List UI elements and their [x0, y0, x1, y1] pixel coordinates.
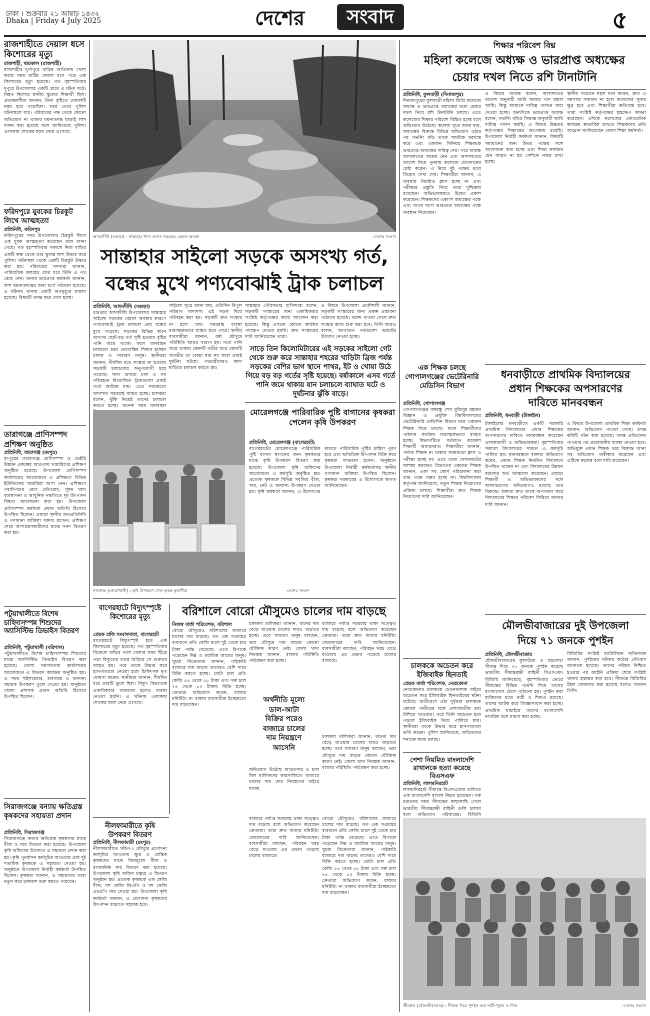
pull-line: দাম নিয়ন্ত্রণে	[266, 733, 302, 742]
pull-line: বাজারে চালের	[262, 723, 306, 733]
moulvibazar-headline-line2: দিয়ে ৭১ জনকে পুশইন	[517, 635, 614, 647]
divider	[403, 658, 481, 659]
mohila-headline-line1: মহিলা কলেজে অধ্যক্ষ ও ভারপ্রাপ্ত অধ্যক্ষের	[424, 53, 625, 67]
barishal-col-2: চালকল মালিকরা জানান, ধানের দাম বেড়ে যাওয়ায় চালের দামও বাড়াতে হচ্ছে। তবে সাধারণ মানুষ বলছেন, ভরা মৌসুমে দাম বাড়ার কোনো যৌক্তিক কারণ নেই। জেলা খাদ্য নিয়ন্ত্রক জানান, বাজার পরিস্থিতি পর্যবেক্ষণ করা হচ্ছে।	[249, 622, 319, 665]
article-byline: প্রতিনিধি, ফরিদপুর	[4, 227, 41, 233]
farmers-image	[93, 410, 245, 586]
lead-col-3: সান্তাহার পৌরসভার বাসিন্দারা বলেন, সড়কটি সংস্কারের জন্য একাধিকবার সংশ্লিষ্ট কর্তৃপক্ষের কাছে আবেদন করা হয়েছে। কিন্তু এখনো কোনো কার্যকর পদক্ষেপ নেওয়া হয়নি। দ্রুত সংস্কারের দাবি জানিয়েছেন তারা।	[245, 304, 318, 341]
article-body: নীলফামারীতে খরিপ-১ মৌসুমে প্রণোদনা কর্মসূচির আওতায় ক্ষুদ্র ও প্রান্তিক কৃষকদের মাঝে বিনামূল্যে বীজ ও রাসায়নিক সার বিতরণ করা হয়েছে। উপজেলা কৃষি অফিস চত্বরে এ বিতরণ অনুষ্ঠান হয়। প্রত্যেক কৃষককে এক কেজি বীজ, দশ কেজি ডিএপি ও দশ কেজি এমওপি সার দেওয়া হয়। উপজেলা কৃষি কর্মকর্তা জানান, এ প্রণোদনা কৃষকদের উৎপাদন বাড়াতে সহায়ক হবে।	[93, 847, 167, 908]
barishal-col-3: বাজারে পর্যাপ্ত সরবরাহ থাকা সত্ত্বেও দাম বাড়ছে বলে অভিযোগ করেছেন ক্রেতারা। তারা দ্রুত বাজার মনিটরিং জোরদারের দাবি জানিয়েছেন। ব্যবসায়ীরা বলছেন, পরিবহন খরচ বেড়ে যাওয়ায় এর প্রভাব পড়েছে চালের বাজারে।	[322, 622, 396, 665]
divider	[403, 89, 646, 90]
road-image	[93, 40, 396, 232]
barishal-col-1: বোরো মৌসুমেও বরিশালের বাজারে চালের দাম বাড়ছে। গত এক সপ্তাহের ব্যবধানে প্রতি কেজি চালে দুই থেকে চার টাকা পর্যন্ত বেড়েছে। এতে বিপাকে পড়েছেন নিম্ন ও মধ্যবিত্ত আয়ের মানুষ। খুচরা বিক্রেতারা জানান, পাইকারি বাজারে দাম বাড়ায় তাদেরও বেশি দামে বিক্রি করতে হচ্ছে। মোটা চাল প্রতি কেজি ৫৫ থেকে ৫৮ টাকা এবং সরু চাল ৭৫ থেকে ৮০ টাকায় বিক্রি হচ্ছে। ক্রেতারা অভিযোগ করেন, বাজার মনিটরিং না থাকায় ব্যবসায়ীরা ইচ্ছেমতো দাম বাড়াচ্ছেন।	[172, 629, 246, 709]
divider	[403, 752, 481, 753]
article-taraganj	[4, 430, 86, 610]
barishal-col-3b: চালকল মালিকরা জানান, ধানের দাম বেড়ে যাওয়ায় চালের দামও বাড়াতে হচ্ছে। তবে সাধারণ মানুষ বলছেন, ভরা মৌসুমে দাম বাড়ার কোনো যৌক্তিক কারণ নেই। জেলা খাদ্য নিয়ন্ত্রক জানান, বাজার পরিস্থিতি পর্যবেক্ষণ করা হচ্ছে।	[322, 735, 396, 772]
article-byline: প্রতিনিধি, গোপালগঞ্জ	[403, 401, 446, 407]
barishal-pull-quote	[249, 695, 319, 765]
column-divider	[399, 40, 400, 1012]
page-number: ৫	[612, 6, 628, 34]
lead-blurb: সাড়ে তিন কিলোমিটারের এই সড়কের সাইলো গেট থেকে শুরু করে সান্তাহার শহরের খাড়িটা ব্রিজ পর্যন্ত সড়কের বেশির ভাগ স্থানে পাথর, ইট ও খোয়া উঠে গিয়ে বড় বড় গর্তের সৃষ্টি হয়েছে। বর্ষাকালে এসব গর্তে পানি জমে থাকায় যান চলাচলে ব্যাঘাত ঘটে ও দুর্ঘটনার ঝুঁকি বাড়ে।	[245, 345, 396, 398]
moulvibazar-headline-line1: মৌলভীবাজারের দুই উপজেলা	[502, 620, 629, 632]
article-body: রাজশাহীর দুর্গাপুরে বাড়ির আঙিনায় খেলা করার সময় মাটির দেয়াল ধসে পড়ে এক কিশোরের মৃত্যু হয়েছে। গত বৃহস্পতিবার দুপুরে উপজেলার একটি গ্রামে এ ঘটনা ঘটে। নিহত কিশোর স্থানীয় স্কুলের শিক্ষার্থী ছিল। প্রত্যক্ষদর্শীরা জানান, টানা বৃষ্টিতে দেয়ালটি নরম হয়ে পড়েছিল। খবর পেয়ে পুলিশ ঘটনাস্থলে যায়। পরিবারের পক্ষ থেকে কোনো অভিযোগ না থাকায় ময়নাতদন্ত ছাড়াই লাশ দাফন করা হয়েছে বলে জানিয়েছে পুলিশ। এলাকায় শোকের ছায়া নেমে এসেছে।	[4, 68, 86, 136]
photo-credit: -দেশের সংবাদ	[372, 234, 396, 239]
mohila-col-2: এ বিষয়ে অধ্যক্ষ বলেন, আদালতের আদেশ অনুযায়ী আমি আমার পদে বহাল আছি। কিন্তু আমাকে দায়িত্ব পালনে বাধা দেওয়া হচ্ছে। অন্যদিকে ভারপ্রাপ্ত অধ্যক্ষ বলেন, গভর্নিং বডির সিদ্ধান্ত অনুযায়ী আমি দায়িত্ব পালন করছি। এ বিষয়ে উচ্চতর কর্তৃপক্ষের সিদ্ধান্তের অপেক্ষায় রয়েছি। উপজেলা নির্বাহী কর্মকর্তা জানান, বিষয়টি সমাধানের জন্য উভয় পক্ষের সঙ্গে আলোচনা করা হচ্ছে এবং শিক্ষা কার্যক্রম যেন ব্যাহত না হয় সেদিকে নজর রাখা হচ্ছে।	[485, 92, 563, 166]
article-bagerhat	[93, 604, 167, 814]
divider	[4, 425, 86, 426]
article-body: বাগেরহাটের মোরেলগঞ্জে পারিবারিক পুষ্টি বাগান স্থাপনের জন্য কৃষকদের মাঝে কৃষি উপকরণ বিতরণ করা হয়েছে। উপজেলা কৃষি অফিসের আয়োজনে এ কর্মসূচি অনুষ্ঠিত হয়। প্রত্যেক কৃষককে বিভিন্ন সবজির বীজ, সার, নেট ও অন্যান্য উপকরণ দেওয়া হয়। কৃষি কর্মকর্তা জানান, এ উদ্যোগের মাধ্যমে পারিবারিক পুষ্টির চাহিদা পূরণ হবে এবং অতিরিক্ত উৎপাদন বিক্রি করে কৃষকরা লাভবান হবেন। অনুষ্ঠানে উপজেলা নির্বাহী কর্মকর্তাসহ স্থানীয় গণ্যমান্য ব্যক্তিরা উপস্থিত ছিলেন। কৃষকরা সরকারের এ উদ্যোগকে স্বাগত জানিয়েছেন।	[249, 447, 396, 496]
article-title: সিরাজগঞ্জে বন্যায় ক্ষতিগ্রস্ত কৃষকদের সহায়তা প্রদান	[4, 802, 83, 820]
article-title-line1: ধনবাড়ীতে প্রাথমিক বিদ্যালয়ের	[500, 369, 631, 381]
barishal-byline: নিজস্ব বার্তা পরিবেশক, বরিশাল	[172, 622, 232, 628]
lead-headline-line2: বন্ধের মুখে পণ্যবোঝাই ট্রাক চলাচল	[105, 272, 384, 295]
lead-col-4: এ বিষয়ে উপজেলা প্রকৌশলী জানান, সড়কটি সংস্কারের জন্য প্রকল্প প্রস্তাবনা পাঠানো হয়েছে। বরাদ্দ পাওয়া গেলে দ্রুত সংস্কার কাজ শুরু করা হবে। তিনি আরও বলেন, আপাতত গর্তগুলো ভরাটের উদ্যোগ নেওয়া হচ্ছে।	[321, 304, 396, 341]
article-body: গোপালগঞ্জের বঙ্গবন্ধু শেখ মুজিবুর রহমান বিজ্ঞান ও প্রযুক্তি বিশ্ববিদ্যালয়ের ভেটেরিনারি মেডিসিন বিভাগ মাত্র একজন শিক্ষক দিয়ে চলছে। ফলে শিক্ষার্থীদের পাঠদান কার্যক্রম মারাত্মকভাবে ব্যাহত হচ্ছে। বিভাগটিতে বর্তমানে কয়েকশ শিক্ষার্থী অধ্যয়নরত। শিক্ষার্থীরা জানান, পর্যাপ্ত শিক্ষক না থাকায় সময়মতো ক্লাস ও পরীক্ষা হচ্ছে না। এতে তারা সেশনজটের আশঙ্কা করছেন। বিভাগের একমাত্র শিক্ষক জানান, একা সব কোর্স পরিচালনা করা তার পক্ষে সম্ভব হচ্ছে না। বিশ্ববিদ্যালয় কর্তৃপক্ষ জানিয়েছে, নতুন শিক্ষক নিয়োগের প্রক্রিয়া চলছে। শিক্ষার্থীরা দ্রুত শিক্ষক নিয়োগের দাবি জানিয়েছেন।	[403, 408, 481, 500]
article-body: টাঙ্গাইলের ধনবাড়ীতে একটি সরকারি প্রাথমিক বিদ্যালয়ের প্রধান শিক্ষকের অপসারণের দাবিতে মানববন্ধন করেছেন এলাকাবাসী ও অভিভাবকরা। বৃহস্পতিবার সকালে বিদ্যালয়ের সামনে এ কর্মসূচি পালিত হয়। মানববন্ধনে বক্তারা অভিযোগ করেন, প্রধান শিক্ষক নিয়মিত বিদ্যালয়ে উপস্থিত থাকেন না এবং বিদ্যালয়ের উন্নয়ন বরাদ্দের অর্থ আত্মসাৎ করেছেন। এছাড়া শিক্ষার্থী ও অভিভাবকদের সঙ্গে অসদাচরণের অভিযোগও রয়েছে তার বিরুদ্ধে। বক্তারা দ্রুত তাকে অপসারণ করে বিদ্যালয়ের শিক্ষার পরিবেশ ফিরিয়ে আনার দাবি জানান।	[485, 422, 563, 508]
dhanbari-columns	[485, 422, 646, 608]
article-ejibike	[403, 662, 481, 750]
article-body: ফরিদপুরের সদর উপজেলায় চিরকুট লিখে এক যুবক আত্মহত্যা করেছেন বলে জানা গেছে। গত বৃহস্পতিবার সকালে নিজ বাড়ির একটি কক্ষ থেকে তার ঝুলন্ত লাশ উদ্ধার করে পুলিশ। ঘটনাস্থল থেকে একটি চিরকুট উদ্ধার করা হয়। পরিবারের সদস্যরা জানান, পারিবারিক কলহের জের ধরে তিনি এ পথ বেছে নেন। থানার ভারপ্রাপ্ত কর্মকর্তা জানান, লাশ ময়নাতদন্তের জন্য মর্গে পাঠানো হয়েছে। এ ঘটনায় থানায় একটি অপমৃত্যুর মামলা হয়েছে। বিষয়টি তদন্ত করে দেখা হচ্ছে।	[4, 234, 86, 302]
article-byline: প্রতিনিধি, মোরেলগঞ্জ (বাগেরহাট)	[249, 440, 316, 446]
article-byline: প্রেরক প্রতি সংবাদদাতা, বাগেরহাট	[93, 632, 159, 638]
article-title: বাগেরহাটে বিদ্যুৎস্পৃষ্টে কিশোরের মৃত্যু	[98, 604, 162, 621]
article-patuakhali	[4, 610, 86, 790]
divider	[93, 301, 396, 302]
mohila-byline: প্রতিনিধি, ফুলবাড়ী (দিনাজপুর)	[403, 92, 464, 98]
article-byline: প্রেরক বার্তা পরিবেশক, নেত্রকোনা	[403, 681, 468, 687]
column-divider	[89, 40, 90, 1012]
pull-line: ডাল-আটা	[268, 704, 300, 714]
logo-right: সংবাদ	[337, 4, 404, 30]
mohila-headline-line2: চেয়ার দখল নিতে রশি টানাটানি	[452, 70, 597, 84]
photo-farmers	[93, 410, 245, 586]
pull-line: অর্থনীতি মূল্যে	[263, 695, 305, 704]
group-image	[403, 818, 646, 1000]
divider	[245, 402, 396, 403]
article-nilphamari	[93, 822, 167, 1012]
photo-road	[93, 40, 396, 232]
article-byline: প্রতিনিধি, পটুয়াখালী (বরিশাল)	[4, 645, 65, 651]
article-byline: প্রতিনিধি, তারাগঞ্জ (রংপুর)	[4, 450, 58, 456]
mohila-col-1: দিনাজপুরের ফুলবাড়ী মহিলা ডিগ্রি কলেজে অধ্যক্ষ ও ভারপ্রাপ্ত অধ্যক্ষের মধ্যে চেয়ার দখল নিয়ে রশি টানাটানি চলছে। এতে কলেজের শিক্ষার পরিবেশ বিঘ্নিত হচ্ছে বলে অভিযোগ উঠেছে। কলেজ সূত্রে জানা যায়, অধ্যক্ষের বিরুদ্ধে বিভিন্ন অভিযোগ ওঠার পর গভর্নিং বডি তাকে সাময়িক বরখাস্ত করে এবং একজন সিনিয়র শিক্ষককে ভারপ্রাপ্ত অধ্যক্ষের দায়িত্ব দেয়। পরে অধ্যক্ষ আদালতের আশ্রয় নেন এবং আদালতের আদেশ নিয়ে পুনরায় কলেজে যোগদানের চেষ্টা করেন। এ নিয়ে দুই পক্ষের মধ্যে বিরোধ দেখা দেয়। শিক্ষার্থীরা জানান, এ অবস্থায় নিয়মিত ক্লাস হচ্ছে না এবং পরীক্ষার প্রস্তুতি নিয়ে তারা দুশ্চিন্তায় রয়েছেন। অভিভাবকরাও উদ্বেগ প্রকাশ করেছেন। শিক্ষকদের একাংশ অধ্যক্ষের পক্ষে এবং অপর অংশ ভারপ্রাপ্ত অধ্যক্ষের পক্ষে অবস্থান নিয়েছেন।	[403, 99, 481, 216]
masthead-rule	[4, 35, 646, 37]
divider	[4, 204, 86, 205]
article-title: ফরিদপুরে যুবকের চিরকুট লিখে আত্মহত্যা	[4, 208, 73, 225]
mohila-col-3: স্থানীয় সচেতন মহল মনে করেন, দ্রুত এ সমস্যার সমাধান না হলে কলেজের সুনাম ক্ষুণ্ণ হবে এবং শিক্ষার্থীরা ক্ষতিগ্রস্ত হবে। তারা সংশ্লিষ্ট কর্তৃপক্ষের হস্তক্ষেপ কামনা করেছেন। এদিকে কলেজের একাডেমিক কার্যক্রম স্বাভাবিক রাখতে শিক্ষকদের প্রতি আহ্বান জানিয়েছেন জেলা শিক্ষা কর্মকর্তা।	[567, 92, 646, 135]
barishal-col-3c: বোরো মৌসুমেও বরিশালের বাজারে চালের দাম বাড়ছে। গত এক সপ্তাহের ব্যবধানে প্রতি কেজি চালে দুই থেকে চার টাকা পর্যন্ত বেড়েছে। এতে বিপাকে পড়েছেন নিম্ন ও মধ্যবিত্ত আয়ের মানুষ। খুচরা বিক্রেতারা জানান, পাইকারি বাজারে দাম বাড়ায় তাদেরও বেশি দামে বিক্রি করতে হচ্ছে। মোটা চাল প্রতি কেজি ৫৫ থেকে ৫৮ টাকা এবং সরু চাল ৭৫ থেকে ৮০ টাকায় বিক্রি হচ্ছে। ক্রেতারা অভিযোগ করেন, বাজার মনিটরিং না থাকায় ব্যবসায়ীরা ইচ্ছেমতো দাম বাড়াচ্ছেন।	[322, 817, 396, 897]
photo-caption: শ্রীমঙ্গল (মৌলভীবাজার) : সীমান্ত দিয়ে পুশইন করা নারী-পুরুষ ও শিশু	[403, 1003, 518, 1008]
photo-credit: -দেশের সংবাদ	[286, 588, 310, 593]
article-byline: প্রতিনিধি, সিরাজগঞ্জ	[4, 830, 45, 836]
lead-byline: প্রতিনিধি, আদমদীঘি (বগুড়া)	[93, 304, 151, 310]
article-byline: প্রতিনিধি, নীলফামারী (রংপুর)	[93, 840, 151, 846]
article-title: মোরেলগঞ্জে পারিবারিক পুষ্টি বাগানের কৃষকরা পেলেন কৃষি উপকরণ	[249, 408, 396, 427]
article-body: রংপুরের তারাগঞ্জে প্রাণিসম্পদ ও ডেইরি উন্নয়ন প্রকল্পের আওতায় খামারিদের প্রশিক্ষণ অনুষ্ঠিত হয়েছে। উপজেলা প্রাণিসম্পদ কার্যালয়ের আয়োজনে এ প্রশিক্ষণে বিভিন্ন ইউনিয়নের খামারিরা অংশ নেন। প্রশিক্ষণে গবাদিপশুর রোগ প্রতিরোধ, সুষম খাদ্য ব্যবস্থাপনা ও আধুনিক পদ্ধতিতে দুধ উৎপাদন বিষয়ে আলোচনা করা হয়। উপজেলা প্রাণিসম্পদ কর্মকর্তা প্রধান অতিথি হিসেবে উপস্থিত ছিলেন। এছাড়া স্থানীয় জনপ্রতিনিধি ও গণ্যমান্য ব্যক্তিরা বক্তব্য রাখেন। প্রশিক্ষণ শেষে অংশগ্রহণকারীদের মাঝে সনদ বিতরণ করা হয়।	[4, 457, 86, 537]
article-rajshahi	[4, 40, 86, 202]
article-sirajganj	[4, 802, 86, 1012]
pull-line: বিক্রির পরেও	[265, 714, 303, 723]
moulvibazar-col-2: বিজিবির সংশ্লিষ্ট ব্যাটালিয়ন অধিনায়ক জানান, পুশইনের ঘটনায় কঠোর প্রতিবাদ জানানো হয়েছে। তাদের পরিচয় নিশ্চিত হওয়ার পর আইনি প্রক্রিয়া শেষে সংশ্লিষ্ট থানায় হস্তান্তর করা হবে। সীমান্তে বিজিবির টহল জোরদার করা হয়েছে বলেও জানান তিনি।	[567, 652, 646, 695]
article-title-line2: প্রধান শিক্ষকের অপসারণের	[508, 383, 623, 395]
article-title: নীলফামারীতে কৃষি উপকরণ বিতরণ	[104, 822, 156, 839]
article-byline: রাজশাহী, দ্বারকাল (রাজশাহী)	[4, 61, 62, 67]
divider	[485, 364, 646, 365]
photo-group	[403, 818, 646, 1000]
article-body: সিরাজগঞ্জে বন্যায় ক্ষতিগ্রস্ত কৃষকদের মাঝে বীজ ও সার বিতরণ করা হয়েছে। উপজেলা কৃষি অফিসের উদ্যোগে এ সহায়তা প্রদান করা হয়। কৃষি পুনর্বাসন কর্মসূচির আওতায় প্রায় দুই শতাধিক কৃষককে এ সহায়তা দেওয়া হয়। অনুষ্ঠানে উপজেলা নির্বাহী কর্মকর্তা উপস্থিত ছিলেন। কৃষকরা জানান, এ সহায়তায় তারা নতুন করে চাষাবাদ শুরু করতে পারবেন।	[4, 837, 86, 886]
moulvibazar-byline: প্রতিনিধি, মৌলভীবাজার	[485, 652, 533, 658]
divider	[4, 798, 86, 799]
article-title-line3: দাবিতে মানববন্ধন	[528, 397, 603, 409]
article-title: পটুয়াখালীতে বিশেষ চাহিদাসম্পন্ন শিশুদের অ্যাসিস্টিভ ডিভাইস বিতরণ	[4, 610, 79, 635]
moulvibazar-col-1: মৌলভীবাজারের কুলাউড়া ও বড়লেখা সীমান্ত দিয়ে ৭১ জনকে পুশইন করেছে ভারতীয় সীমান্তরক্ষী বাহিনী বিএসএফ। বিজিবি জানিয়েছে, বৃহস্পতিবার ভোরে সীমান্তের বিভিন্ন পয়েন্ট দিয়ে তাদের বাংলাদেশে ঠেলে পাঠানো হয়। পুশইন করা ব্যক্তিদের মধ্যে নারী ও শিশুও রয়েছে। তাদের আটক করে জিজ্ঞাসাবাদ করা হচ্ছে। প্রাথমিক যাচাইয়ে তাদের বাংলাদেশি নাগরিক বলে ধারণা করা হচ্ছে।	[485, 659, 563, 720]
article-title: পেশা নিয়মিত বাংলাদেশি রাখালকে হত্যা করেছে বিএসএফ	[410, 756, 474, 780]
logo-left: দেশের	[255, 6, 305, 30]
barishal-headline: বরিশালে বোরো মৌসুমেও চালের দাম বাড়ছে	[182, 604, 386, 618]
article-body: বাগেরহাটে বিদ্যুৎস্পৃষ্ট হয়ে এক কিশোরের মৃত্যু হয়েছে। গত বৃহস্পতিবার বিকেলে বাড়ির পাশে খেলার সময় ছিঁড়ে পড়া বিদ্যুতের তারে জড়িয়ে সে গুরুতর আহত হয়। পরে তাকে উদ্ধার করে হাসপাতালে নেওয়া হলে চিকিৎসক মৃত ঘোষণা করেন। স্থানীয়রা জানান, দীর্ঘদিন ধরে তারটি ঝুলে ছিল। বিদ্যুৎ বিভাগকে একাধিকবার জানানো হলেও ব্যবস্থা নেওয়া হয়নি। এ ঘটনায় এলাকায় শোকের ছায়া নেমে এসেছে।	[93, 639, 167, 707]
article-title: চালককে অচেতন করে ইজিবাইক ছিনতাই	[410, 662, 474, 679]
pull-line: আসেনি	[272, 742, 296, 752]
article-byline: প্রতিনিধি, লালমনিরহাট	[403, 781, 448, 787]
article-title: তারাগঞ্জে প্রাণিসম্পদ প্রশিক্ষণ অনুষ্ঠিত	[4, 430, 68, 449]
masthead	[0, 0, 650, 36]
photo-caption: শালগঞ্জ (নোয়াখালী) : কৃষি উপকরণ পেল কৃষক-কৃষাণীরা	[93, 588, 188, 593]
masthead-date-bn: ঢাকা । শুক্রবার ২১ আষাঢ় ১৪৩২	[6, 10, 100, 18]
masthead-date-en: Dhaka | Friday 4 July 2025	[6, 17, 102, 25]
article-title: এক শিক্ষক চলছে গোপালগঞ্জের ভেটেরিনারি মেডিসিন বিভাগ	[405, 364, 479, 390]
article-body-2: এ বিষয়ে উপজেলা প্রাথমিক শিক্ষা কর্মকর্তা জানান, অভিযোগ পাওয়া গেছে। তদন্ত কমিটি গঠন করা হয়েছে। তদন্ত প্রতিবেদন পাওয়ার পর প্রয়োজনীয় ব্যবস্থা নেওয়া হবে। অভিযুক্ত প্রধান শিক্ষক তার বিরুদ্ধে আনা সব অভিযোগ অস্বীকার করেছেন এবং এটিকে ষড়যন্ত্র বলে দাবি করেছেন।	[567, 422, 646, 465]
article-morelganj	[249, 408, 396, 584]
divider	[93, 817, 169, 818]
lead-headline-line1: সান্তাহার সাইলো সড়কে অসংখ্য গর্ত,	[100, 245, 389, 268]
barishal-col-2b: অভিযোগ উঠেছে আড়তদার ও চাল মিল মালিকদের কারসাজিতে বাজারে চালের দাম ফের নিয়ন্ত্রণের বাইরে যাচ্ছে	[249, 768, 319, 792]
barishal-col-2c: বাজারে পর্যাপ্ত সরবরাহ থাকা সত্ত্বেও দাম বাড়ছে বলে অভিযোগ করেছেন ক্রেতারা। তারা দ্রুত বাজার মনিটরিং জোরদারের দাবি জানিয়েছেন। ব্যবসায়ীরা বলছেন, পরিবহন খরচ বেড়ে যাওয়ায় এর প্রভাব পড়েছে চালের বাজারে।	[249, 817, 319, 860]
article-body: পটুয়াখালীতে বিশেষ চাহিদাসম্পন্ন শিশুদের মাঝে অ্যাসিস্টিভ ডিভাইস বিতরণ করা হয়েছে। জেলা সমাজসেবা কার্যালয়ের আয়োজনে এ বিতরণ কার্যক্রম অনুষ্ঠিত হয়। এ সময় হুইলচেয়ার, শ্রবণযন্ত্র ও অন্যান্য সহায়ক উপকরণ তুলে দেওয়া হয়। অনুষ্ঠানে জেলা প্রশাসক প্রধান অতিথি হিসেবে উপস্থিত ছিলেন।	[4, 652, 86, 701]
article-gopalganj	[403, 364, 481, 654]
article-body: নেত্রকোনায় চালককে চেতনানাশক খাইয়ে অচেতন করে ইজিবাইক ছিনতাইয়ের ঘটনা ঘটেছে। যাত্রীবেশে ওঠা দুর্বৃত্তরা চালককে কোমল পানীয়ের সঙ্গে নেশাজাতীয় দ্রব্য মিশিয়ে খাওয়ায়। পরে তিনি অচেতন হয়ে পড়লে ইজিবাইক নিয়ে পালিয়ে যায়। স্থানীয়রা তাকে উদ্ধার করে হাসপাতালে ভর্তি করেন। পুলিশ জানিয়েছে, জড়িতদের শনাক্তে কাজ চলছে।	[403, 688, 481, 743]
divider	[485, 614, 646, 615]
divider	[4, 606, 86, 607]
lead-col-2: সাইলো সূত্রে জানা যায়, প্রতিদিন বিপুল পরিমাণ খাদ্যশস্য এই সড়ক দিয়ে পরিবহন করা হয়। সড়কটি দ্রুত সংস্কার না হলে খাদ্য সরবরাহ ব্যবস্থা মারাত্মকভাবে ব্যাহত হতে পারে। স্থানীয় ব্যবসায়ীরা জানান, বর্ষা মৌসুমে পরিস্থিতি আরও খারাপ হয়। গর্তে পানি জমে থাকায় কোনটি গভীর আর কোনটি অগভীর তা বোঝা যায় না। ফলে প্রায়ই দুর্ঘটনা ঘটছে। পথচারীদেরও কাদা মাড়িয়ে চলাচল করতে হয়।	[169, 304, 242, 372]
photo-caption: আদমদীঘি (বগুড়া) : সান্তাহার খাদ্য গুদাম সড়কের বেহাল অবস্থা	[93, 234, 199, 239]
article-bsf	[403, 756, 481, 816]
article-faridpur	[4, 208, 86, 418]
article-body: লালমনিরহাট সীমান্তে বিএসএফের গুলিতে এক বাংলাদেশি রাখাল নিহত হয়েছেন। গরু চরানোর সময় সীমান্তের কাছাকাছি গেলে ভারতীয় সীমান্তরক্ষী বাহিনী গুলি চালায় বলে অভিযোগ পরিবারের। বিজিবি	[403, 788, 481, 818]
lead-col-1: বগুড়ার আদমদীঘি উপজেলার সান্তাহার সাইলো সড়কের বেহাল অবস্থার কারণে পণ্যবোঝাই ট্রাক চলাচল প্রায় বন্ধের মুখে পড়েছে। সড়কের বিভিন্ন স্থানে অসংখ্য ছোট-বড় গর্ত সৃষ্টি হওয়ায় বৃষ্টির পানি জমে থাকে। ফলে যানবাহন চলাচলে চরম ভোগান্তির শিকার হচ্ছেন চালক ও সাধারণ মানুষ। স্থানীয়রা জানান, দীর্ঘদিন ধরে সংস্কার না হওয়ায় সড়কটি চলাচলের অনুপযোগী হয়ে পড়েছে। খাদ্য গুদামে চাল ও গম পরিবহনে নিয়োজিত ট্রাকগুলো প্রায়ই গর্তে আটকে যায়। এতে সময়মতো খাদ্যশস্য সরবরাহ ব্যাহত হচ্ছে। চালকরা বলেন, ঝুঁকি নিয়েই তাদের চলাচল করতে হচ্ছে। অনেক সময় যানবাহন	[93, 311, 166, 410]
article-title: রাজশাহীতে দেয়াল ধসে কিশোরের মৃত্যু	[4, 40, 85, 60]
article-dhanbari	[485, 368, 646, 608]
divider	[93, 598, 396, 599]
photo-credit: -দেশের সংবাদ	[622, 1003, 646, 1008]
kicker: শিক্ষার পরিবেশ বিঘ্ন	[493, 41, 556, 50]
newspaper-logo	[255, 4, 595, 32]
article-byline: প্রতিনিধি, ধনবাড়ী (টাঙ্গাইল)	[485, 413, 541, 419]
column-divider	[169, 604, 170, 814]
